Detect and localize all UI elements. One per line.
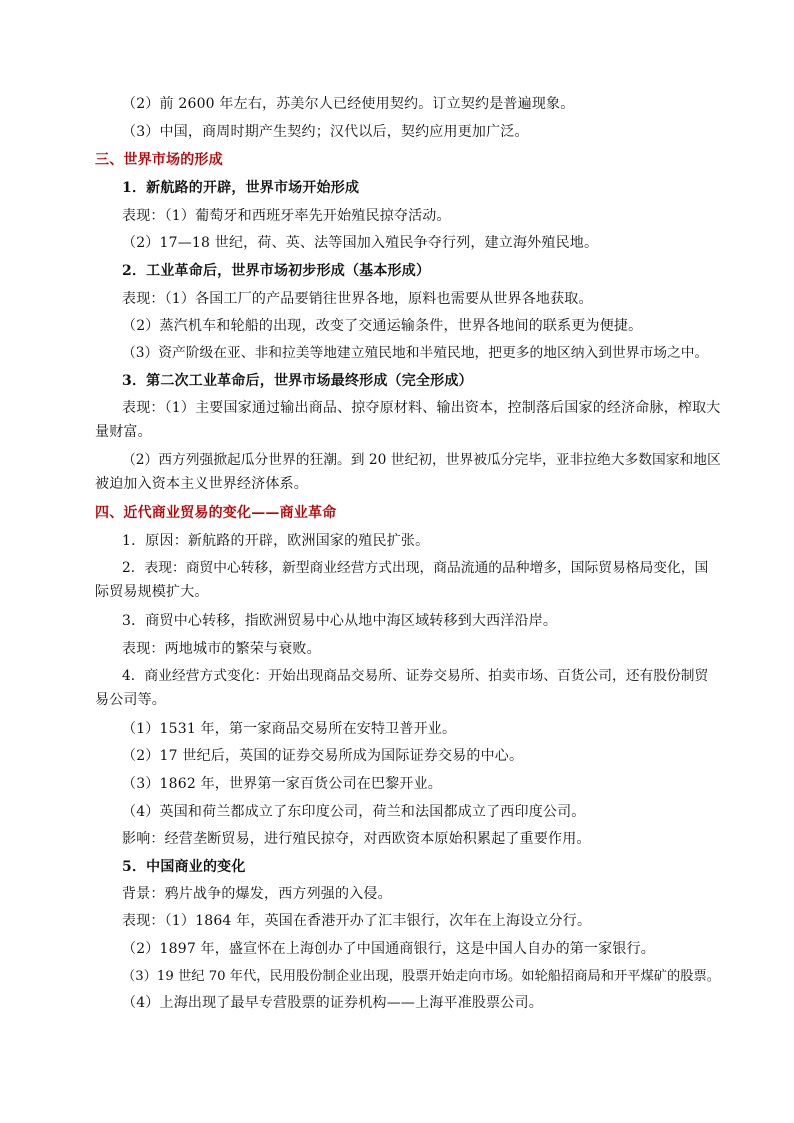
subheading: 1．新航路的开辟，世界市场开始形成: [122, 180, 360, 196]
subheading: 2．工业革命后，世界市场初步形成（基本形成）: [122, 263, 431, 279]
text-line: 影响：经营垄断贸易，进行殖民掠夺，对西欧资本原始积累起了重要作用。: [122, 831, 591, 847]
text-line: （2）17 世纪后，英国的证券交易所成为国际证券交易的中心。: [122, 748, 524, 764]
text-line: 背景：鸦片战争的爆发，西方列强的入侵。: [122, 886, 392, 902]
text-line: （1）1531 年，第一家商品交易所在安特卫普开业。: [122, 721, 457, 737]
section-heading: 四、近代商业贸易的变化——商业革命: [95, 505, 337, 521]
text-line: （3）1862 年，世界第一家百货公司在巴黎开业。: [122, 776, 442, 792]
text-line: （4）上海出现了最早专营股票的证券机构——上海平准股票公司。: [122, 995, 543, 1011]
text-line: 际贸易规模扩大。: [95, 584, 209, 600]
subheading: 3．第二次工业革命后，世界市场最终形成（完全形成）: [122, 373, 473, 389]
text-line: 2．表现：商贸中心转移，新型商业经营方式出现，商品流通的品种增多，国际贸易格局变化，国: [122, 560, 709, 576]
text-line: 表现：（1）1864 年，英国在香港开办了汇丰银行，次年在上海设立分行。: [122, 913, 592, 929]
text-line: 表现：（1）各国工厂的产品要销往世界各地，原料也需要从世界各地获取。: [122, 291, 593, 307]
text-line: （4）英国和荷兰都成立了东印度公司，荷兰和法国都成立了西印度公司。: [122, 804, 586, 820]
text-line: （2）西方列强掀起瓜分世界的狂潮。到 20 世纪初，世界被瓜分完毕，亚非拉绝大多数国家和地区: [122, 452, 721, 468]
section-heading: 三、世界市场的形成: [95, 152, 223, 168]
text-line: 表现：（1）葡萄牙和西班牙率先开始殖民掠夺活动。: [122, 208, 451, 224]
text-line: 4．商业经营方式变化：开始出现商品交易所、证券交易所、拍卖市场、百货公司，还有股份制贸: [122, 668, 709, 684]
text-line: （2）蒸汽机车和轮船的出现，改变了交通运输条件，世界各地间的联系更为便捷。: [122, 318, 643, 334]
subheading: 5．中国商业的变化: [122, 859, 246, 875]
text-line: 表现：两地城市的繁荣与衰败。: [122, 641, 321, 657]
text-line: 1．原因：新航路的开辟，欧洲国家的殖民扩张。: [122, 533, 430, 549]
text-line: 被迫加入资本主义世界经济体系。: [95, 476, 308, 492]
text-line: 表现：（1）主要国家通过输出商品、掠夺原材料、输出资本，控制落后国家的经济命脉，榨取大: [122, 400, 721, 416]
text-line: （2）17—18 世纪，荷、英、法等国加入殖民争夺行列，建立海外殖民地。: [122, 235, 599, 251]
text-line: （3）19 世纪 70 年代，民用股份制企业出现，股票开始走向市场。如轮船招商局和开平煤矿的股票。: [122, 969, 721, 984]
text-line: 量财富。: [95, 424, 152, 440]
text-line: （3）资产阶级在亚、非和拉美等地建立殖民地和半殖民地，把更多的地区纳入到世界市场之中。: [122, 345, 709, 361]
text-line: 3．商贸中心转移，指欧洲贸易中心从地中海区域转移到大西洋沿岸。: [122, 613, 558, 629]
text-line: 易公司等。: [95, 692, 166, 708]
text-line: （2）1897 年，盛宣怀在上海创办了中国通商银行，这是中国人自办的第一家银行。: [122, 941, 655, 957]
text-line: （2）前 2600 年左右，苏美尔人已经使用契约。订立契约是普遍现象。: [122, 96, 575, 112]
text-line: （3）中国，商周时期产生契约；汉代以后，契约应用更加广泛。: [122, 124, 529, 140]
